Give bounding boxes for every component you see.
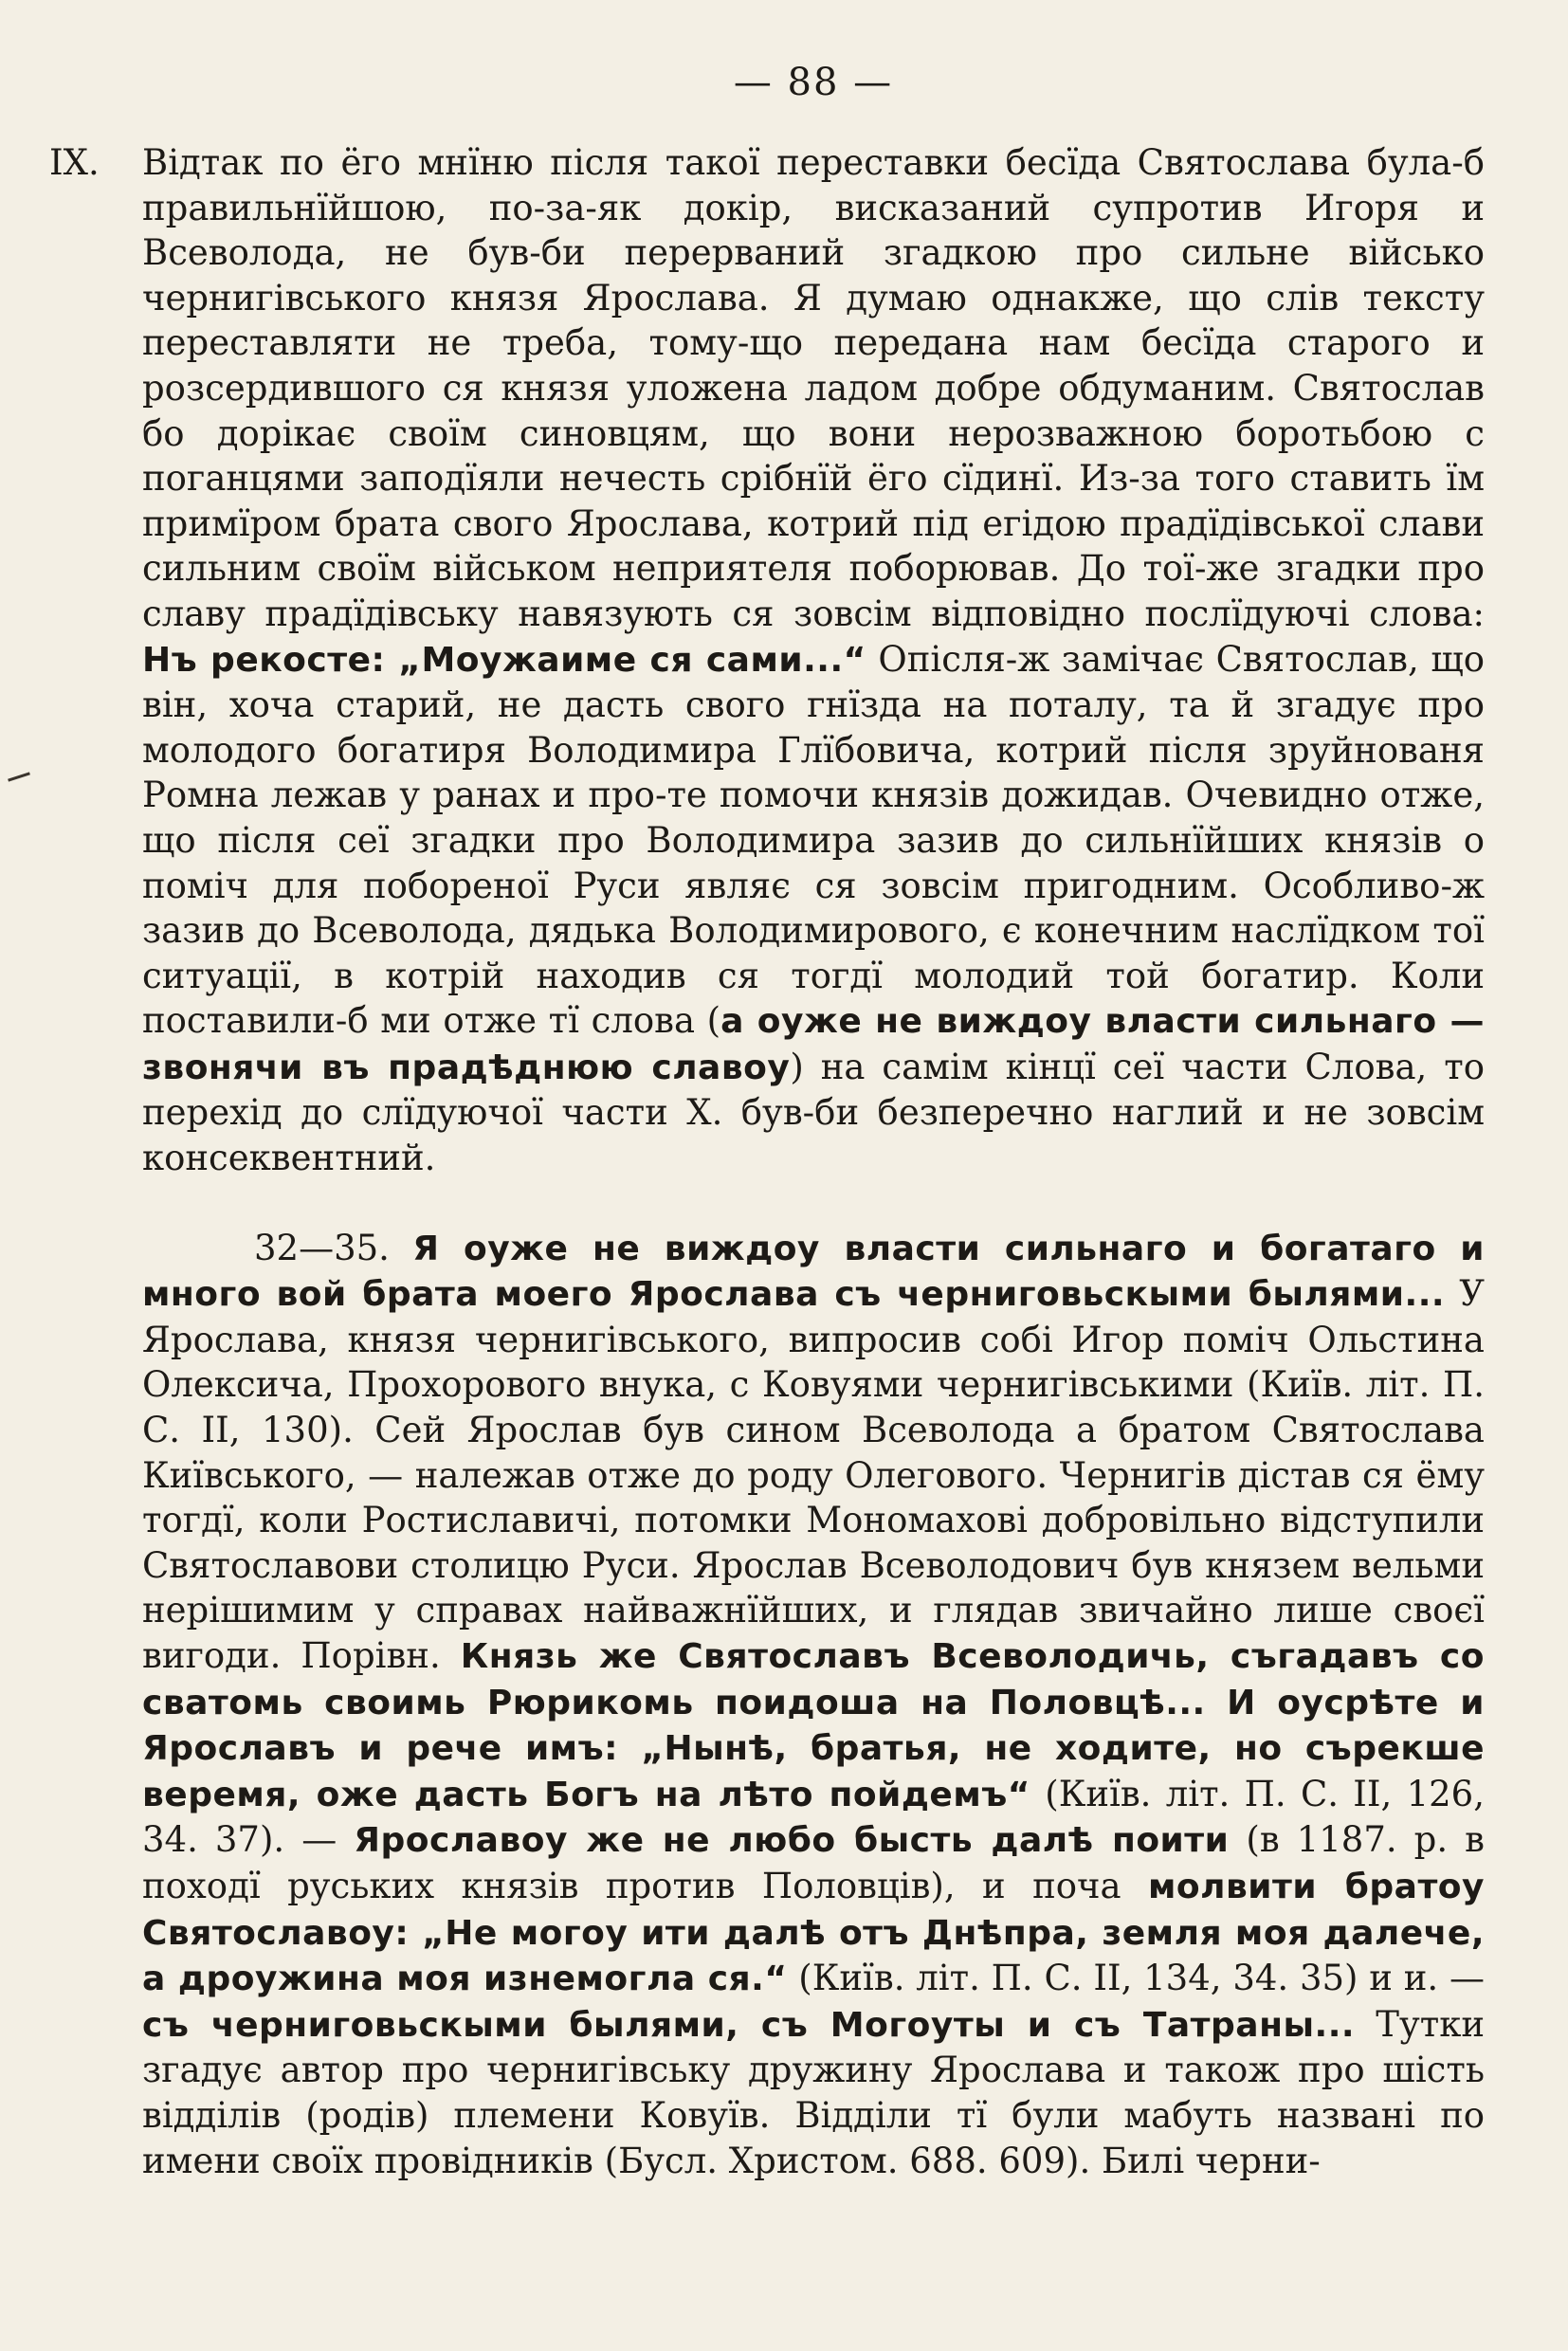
old-slavonic-quote-6: молвити братоу Святославоу: „Не могоу ити далѣ отъ Днѣпра, земля моя далече, а дроужина моя изнемогла ся.“ bbox=[142, 1867, 1486, 1999]
verse-number: 32—35. bbox=[254, 1227, 390, 1268]
paragraph-32-35-text-4: (Київ. літ. П. С. II, 134, 34. 35) и и. — bbox=[798, 1958, 1485, 1999]
paragraph-ix-text-2: Опісля-ж замічає Святослав, що він, хоча старий, не дасть свого гнїзда на поталу, та й згадує про молодого богатиря Володимира Глїбовича, котрий після зруйнованя Ромна лежав у ранах и про-те помочи князів дожидав. Очевидно отже, що після сеї згадки про Володимира зазив до сильнїйших князів о поміч для побореної Руси являє ся зовсім пригодним. Особливо-ж зазив до Всеволода, дядька Володимирового, є конечним наслїдком тої ситуації, в котрій находив ся тогдї молодий той богатир. Коли поставили-б ми отже тї слова ( bbox=[142, 638, 1485, 1042]
paragraph-32-35 bbox=[142, 1226, 1485, 2183]
paragraph-ix bbox=[49, 140, 1486, 1181]
page-number: — 88 — bbox=[733, 61, 894, 104]
paragraph-32-35-text-3: (в 1187. р. в походї руських князів против Половців), и поча bbox=[142, 1819, 1485, 1906]
old-slavonic-quote-7: съ черниговьскыми былями, съ Могоуты и съ Татраны... bbox=[142, 2005, 1356, 2045]
old-slavonic-quote-1: Нъ рекосте: „Моужаиме ся сами...“ bbox=[142, 640, 866, 680]
old-slavonic-quote-4: Князь же Святославъ Всеволодичь, съгадавъ со сватомь своимь Рюрикомь поидоша на Половцѣ... И оусрѣте и Ярославъ и рече имъ: „Нынѣ, братья, не ходите, но сърекше веремя, оже дасть Богъ на лѣто пойдемъ“ bbox=[142, 1637, 1486, 1814]
margin-pencil-mark bbox=[8, 772, 30, 781]
paragraph-32-35-text-1: У Ярослава, князя чернигівського, випросив собі Игор поміч Ольстина Олексича, Прохорового внука, с Ковуями чернигівськими (Київ. літ. П. С. II, 130). Сей Ярослав був сином Всеволода а братом Святослава Київського, — належав отже до роду Олегового. Чернигів дістав ся ёму тогдї, коли Ростиславичі, потомки Мономахові добровільно відступили Святославови столицю Руси. Ярослав Всеволодович був князем вельми нерішимим у справах найважнїйших, и глядав звичайно лише своєї вигоди. Порівн. bbox=[142, 1273, 1485, 1676]
paragraph-ix-text-1: Відтак по ёго мнїню після такої переставки бесїда Святослава була-б правильнїйшою, по-за-як докір, висказаний супротив Игоря и Всеволода, не був-би перерваний згадкою про сильне військо чернигівського князя Ярослава. Я думаю однакже, що слів тексту переставляти не треба, тому-що передана нам бесїда старого и розсердившого ся князя уложена ладом добре обдуманим. Святослав бо дорікає своїм синовцям, що вони нерозважною боротьбою с поганцями заподїяли нечесть срібнїй ёго сїдинї. Из-за того ставить їм примїром брата свого Ярослава, котрий під егідою прадїдівської слави сильним своїм військом неприятеля поборював. До тої-же згадки про славу прадїдівську навязують ся зовсім відповідно послїдуючі слова: bbox=[142, 142, 1485, 634]
old-slavonic-quote-5: Ярославоу же не любо бысть далѣ поити bbox=[354, 1821, 1230, 1861]
paragraph-32-35-text-5: Тутки згадує автор про чернигівську дружину Ярослава и також про шість відділів (родів) племени Ковуїв. Відділи тї були мабуть названі по имени своїх провідників (Бусл. Христом. 688. 609). Билі черни- bbox=[142, 2003, 1485, 2181]
old-slavonic-quote-2: а оуже не виждоу власти сильнаго — звонячи въ прадѣднюю славоу bbox=[142, 1002, 1485, 1087]
paragraph-32-35-text-2: (Київ. літ. П. С. II, 126, 34. 37). — bbox=[142, 1773, 1485, 1861]
section-mark: IX. bbox=[49, 142, 100, 183]
old-slavonic-quote-3: Я оуже не виждоу власти сильнаго и богатаго и много вой брата моего Ярослава съ черниговьскыми былями... bbox=[142, 1229, 1485, 1315]
paragraph-ix-text-3: ) на самім кінцї сеї части Слова, то перехід до слїдуючої части X. був-би безперечно наглий и не зовсім консеквентний. bbox=[142, 1046, 1486, 1179]
